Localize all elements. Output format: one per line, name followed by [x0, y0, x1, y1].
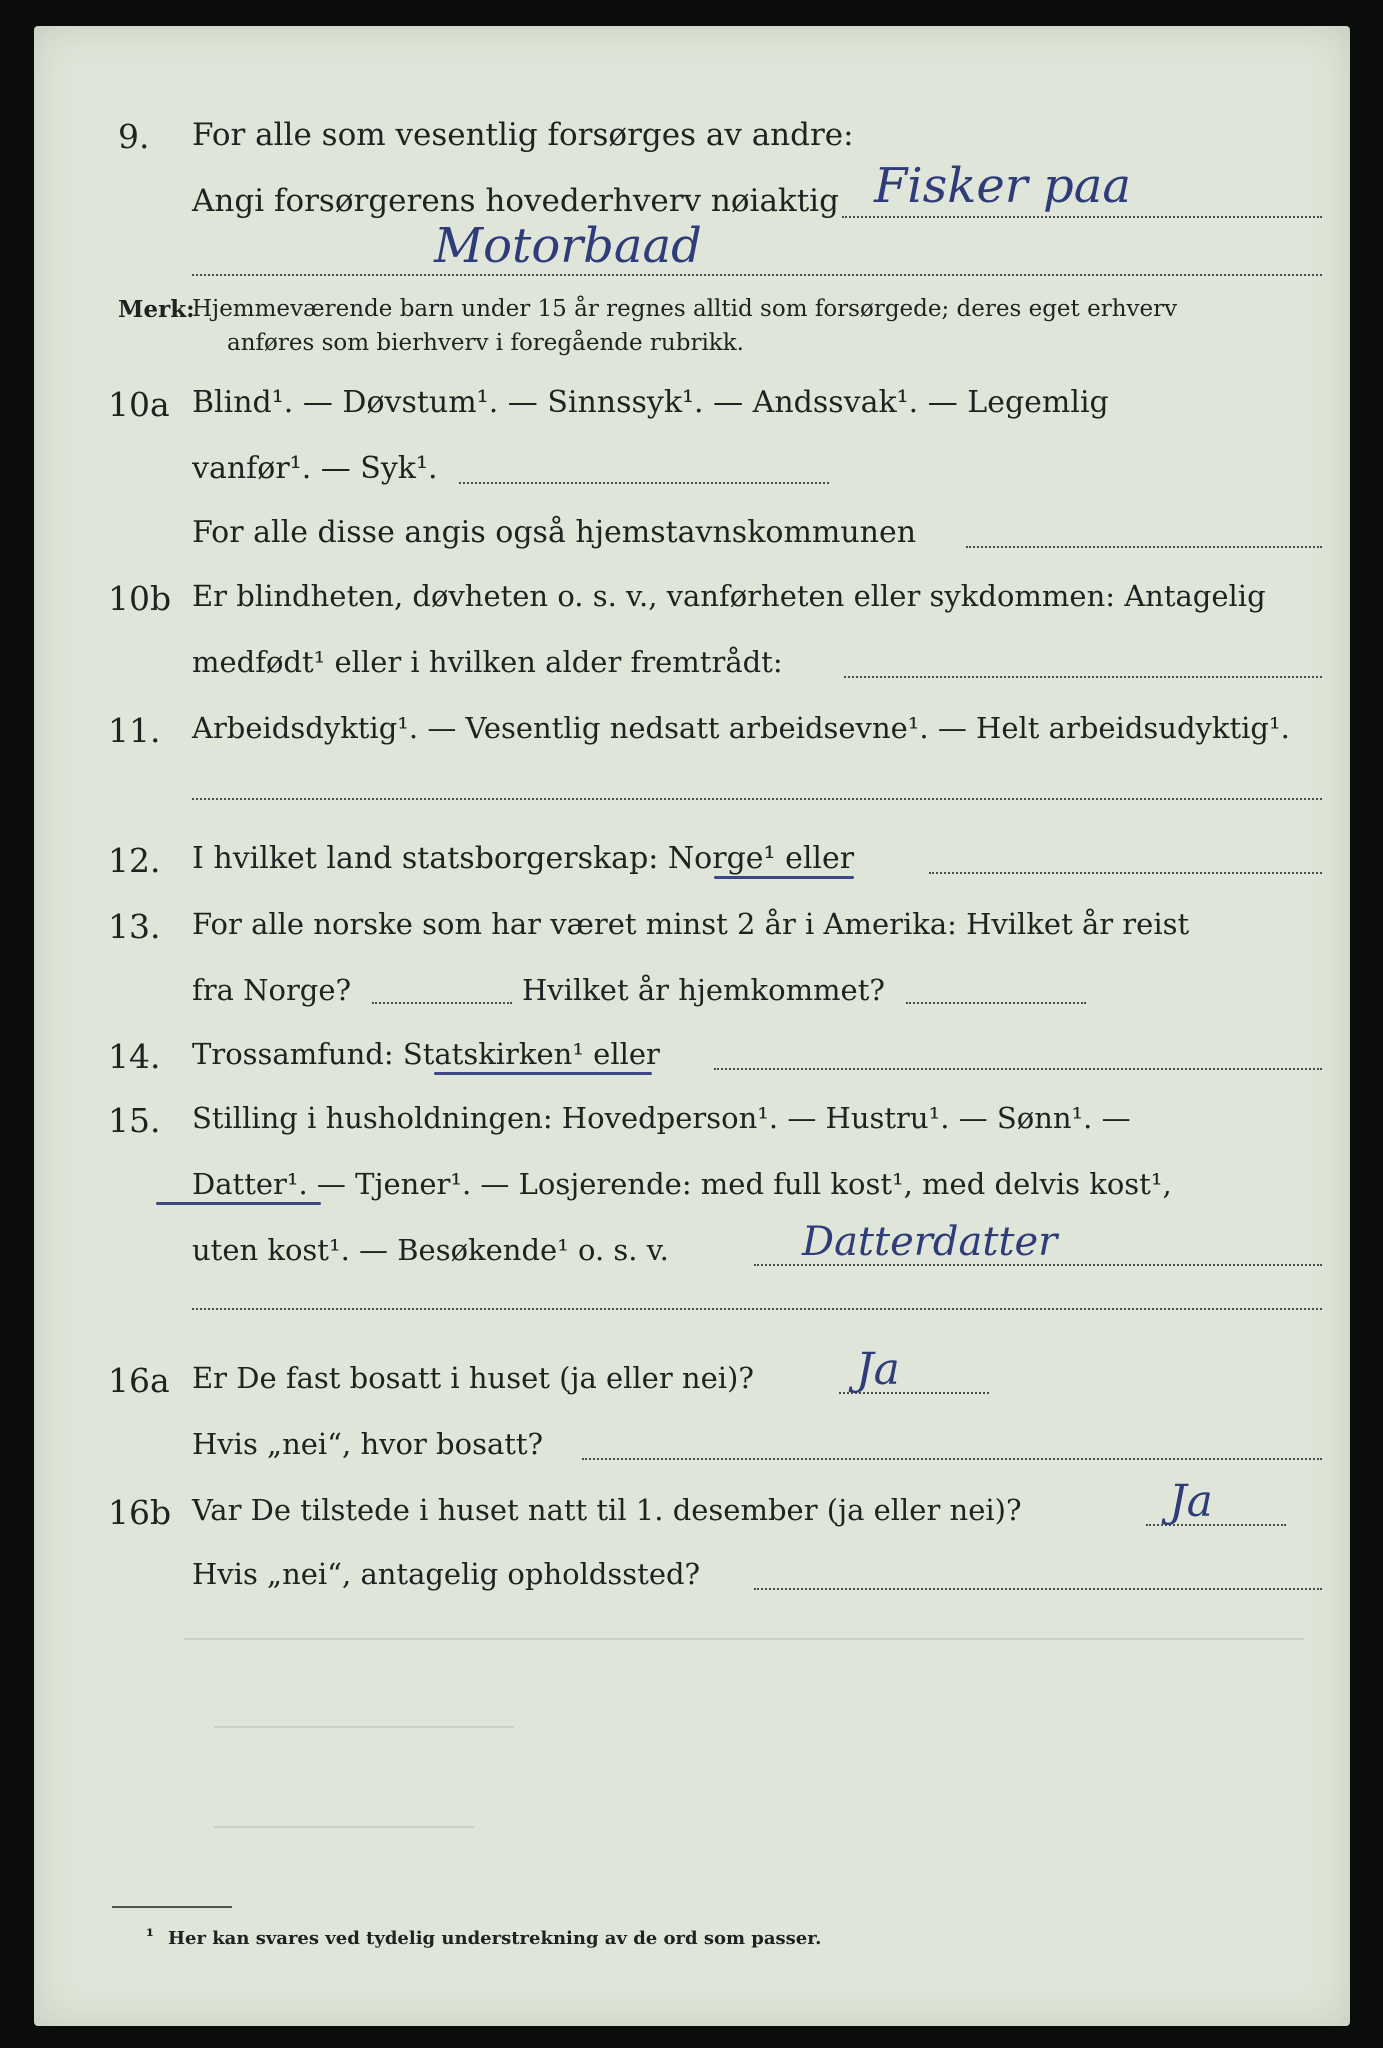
q16a-handwritten-answer: Ja — [856, 1344, 900, 1395]
question-number-14: 14. — [108, 1037, 161, 1076]
q16b-line1: Var De tilstede i huset natt til 1. desember (ja eller nei)? — [192, 1493, 1022, 1527]
q15-line1: Stilling i husholdningen: Hovedperson¹. — Hustru¹. — Sønn¹. — — [192, 1101, 1131, 1135]
question-number-16b: 16b — [108, 1493, 172, 1532]
q10a-answer-line1 — [459, 482, 829, 484]
q12-line1: I hvilket land statsborgerskap: Norge¹ eller — [192, 841, 855, 876]
q16b-handwritten-answer: Ja — [1169, 1476, 1213, 1527]
q10a-answer-line2 — [966, 546, 1322, 548]
q15-extra-line — [192, 1308, 1322, 1310]
q12-answer-line — [929, 872, 1322, 874]
census-form-page — [34, 26, 1350, 2026]
q14-line1: Trossamfund: Statskirken¹ eller — [192, 1037, 660, 1071]
merk-line2: anføres som bierhverv i foregående rubrikk. — [227, 330, 744, 356]
question-number-13: 13. — [108, 907, 161, 946]
q10b-answer-line — [844, 676, 1322, 678]
q10a-line1: Blind¹. — Døvstum¹. — Sinnssyk¹. — Andssvak¹. — Legemlig — [192, 385, 1109, 420]
q13-answer-line1 — [372, 1002, 512, 1004]
q12-norge-underline — [714, 876, 854, 879]
q16b-answer-line2 — [754, 1588, 1322, 1590]
q16a-answer-line2 — [582, 1458, 1322, 1460]
question-number-16a: 16a — [108, 1361, 170, 1400]
q10a-line2: vanfør¹. — Syk¹. — [192, 451, 438, 486]
q10b-line1: Er blindheten, døvheten o. s. v., vanførheten eller sykdommen: Antagelig — [192, 579, 1266, 613]
q13-line1: For alle norske som har været minst 2 år i Amerika: Hvilket år reist — [192, 907, 1190, 941]
bleed-through-line — [214, 1726, 514, 1728]
question-number-15: 15. — [108, 1101, 161, 1140]
q9-answer-line1 — [842, 216, 1322, 218]
footnote-text: Her kan svares ved tydelig understrekning av de ord som passer. — [168, 1928, 822, 1949]
q10b-line2: medfødt¹ eller i hvilken alder fremtrådt: — [192, 645, 783, 679]
merk-line1: Hjemmeværende barn under 15 år regnes alltid som forsørgede; deres eget erhverv — [192, 296, 1178, 322]
q15-handwritten-answer: Datterdatter — [802, 1219, 1058, 1265]
footnote-mark: ¹ — [146, 1926, 154, 1947]
q9-handwritten-answer2: Motorbaad — [434, 218, 702, 274]
q16b-answer-line1 — [1146, 1524, 1286, 1526]
question-number-12: 12. — [108, 841, 161, 880]
q14-answer-line — [714, 1068, 1322, 1070]
merk-label: Merk: — [118, 296, 195, 323]
q13-line2b: Hvilket år hjemkommet? — [522, 973, 885, 1007]
q14-statskirken-underline — [434, 1072, 652, 1075]
q15-datter-underline — [156, 1202, 321, 1205]
footnote-rule — [112, 1906, 232, 1908]
question-number-10b: 10b — [108, 579, 172, 618]
q13-answer-line2 — [906, 1002, 1086, 1004]
q9-line2: Angi forsørgerens hovederhverv nøiaktig — [192, 183, 839, 219]
q15-line2: Datter¹. — Tjener¹. — Losjerende: med full kost¹, med delvis kost¹, — [192, 1167, 1172, 1201]
q16a-line2: Hvis „nei“, hvor bosatt? — [192, 1427, 544, 1461]
q16b-line2: Hvis „nei“, antagelig opholdssted? — [192, 1557, 701, 1591]
bleed-through-line — [184, 1638, 1304, 1640]
q9-line1: For alle som vesentlig forsørges av andre: — [192, 117, 854, 153]
bleed-through-line — [214, 1826, 474, 1828]
q9-answer-line2 — [192, 274, 1322, 276]
question-number-11: 11. — [108, 711, 161, 750]
q11-line1: Arbeidsdyktig¹. — Vesentlig nedsatt arbeidsevne¹. — Helt arbeidsudyktig¹. — [192, 711, 1290, 745]
question-number-10a: 10a — [108, 385, 170, 424]
q9-handwritten-answer1: Fisker paa — [874, 158, 1131, 214]
q10a-line3: For alle disse angis også hjemstavnskommunen — [192, 515, 917, 550]
q13-line2a: fra Norge? — [192, 973, 352, 1007]
q15-line3: uten kost¹. — Besøkende¹ o. s. v. — [192, 1233, 669, 1267]
q11-answer-line — [192, 798, 1322, 800]
q16a-line1: Er De fast bosatt i huset (ja eller nei)? — [192, 1361, 754, 1395]
question-number-9: 9. — [118, 117, 150, 156]
